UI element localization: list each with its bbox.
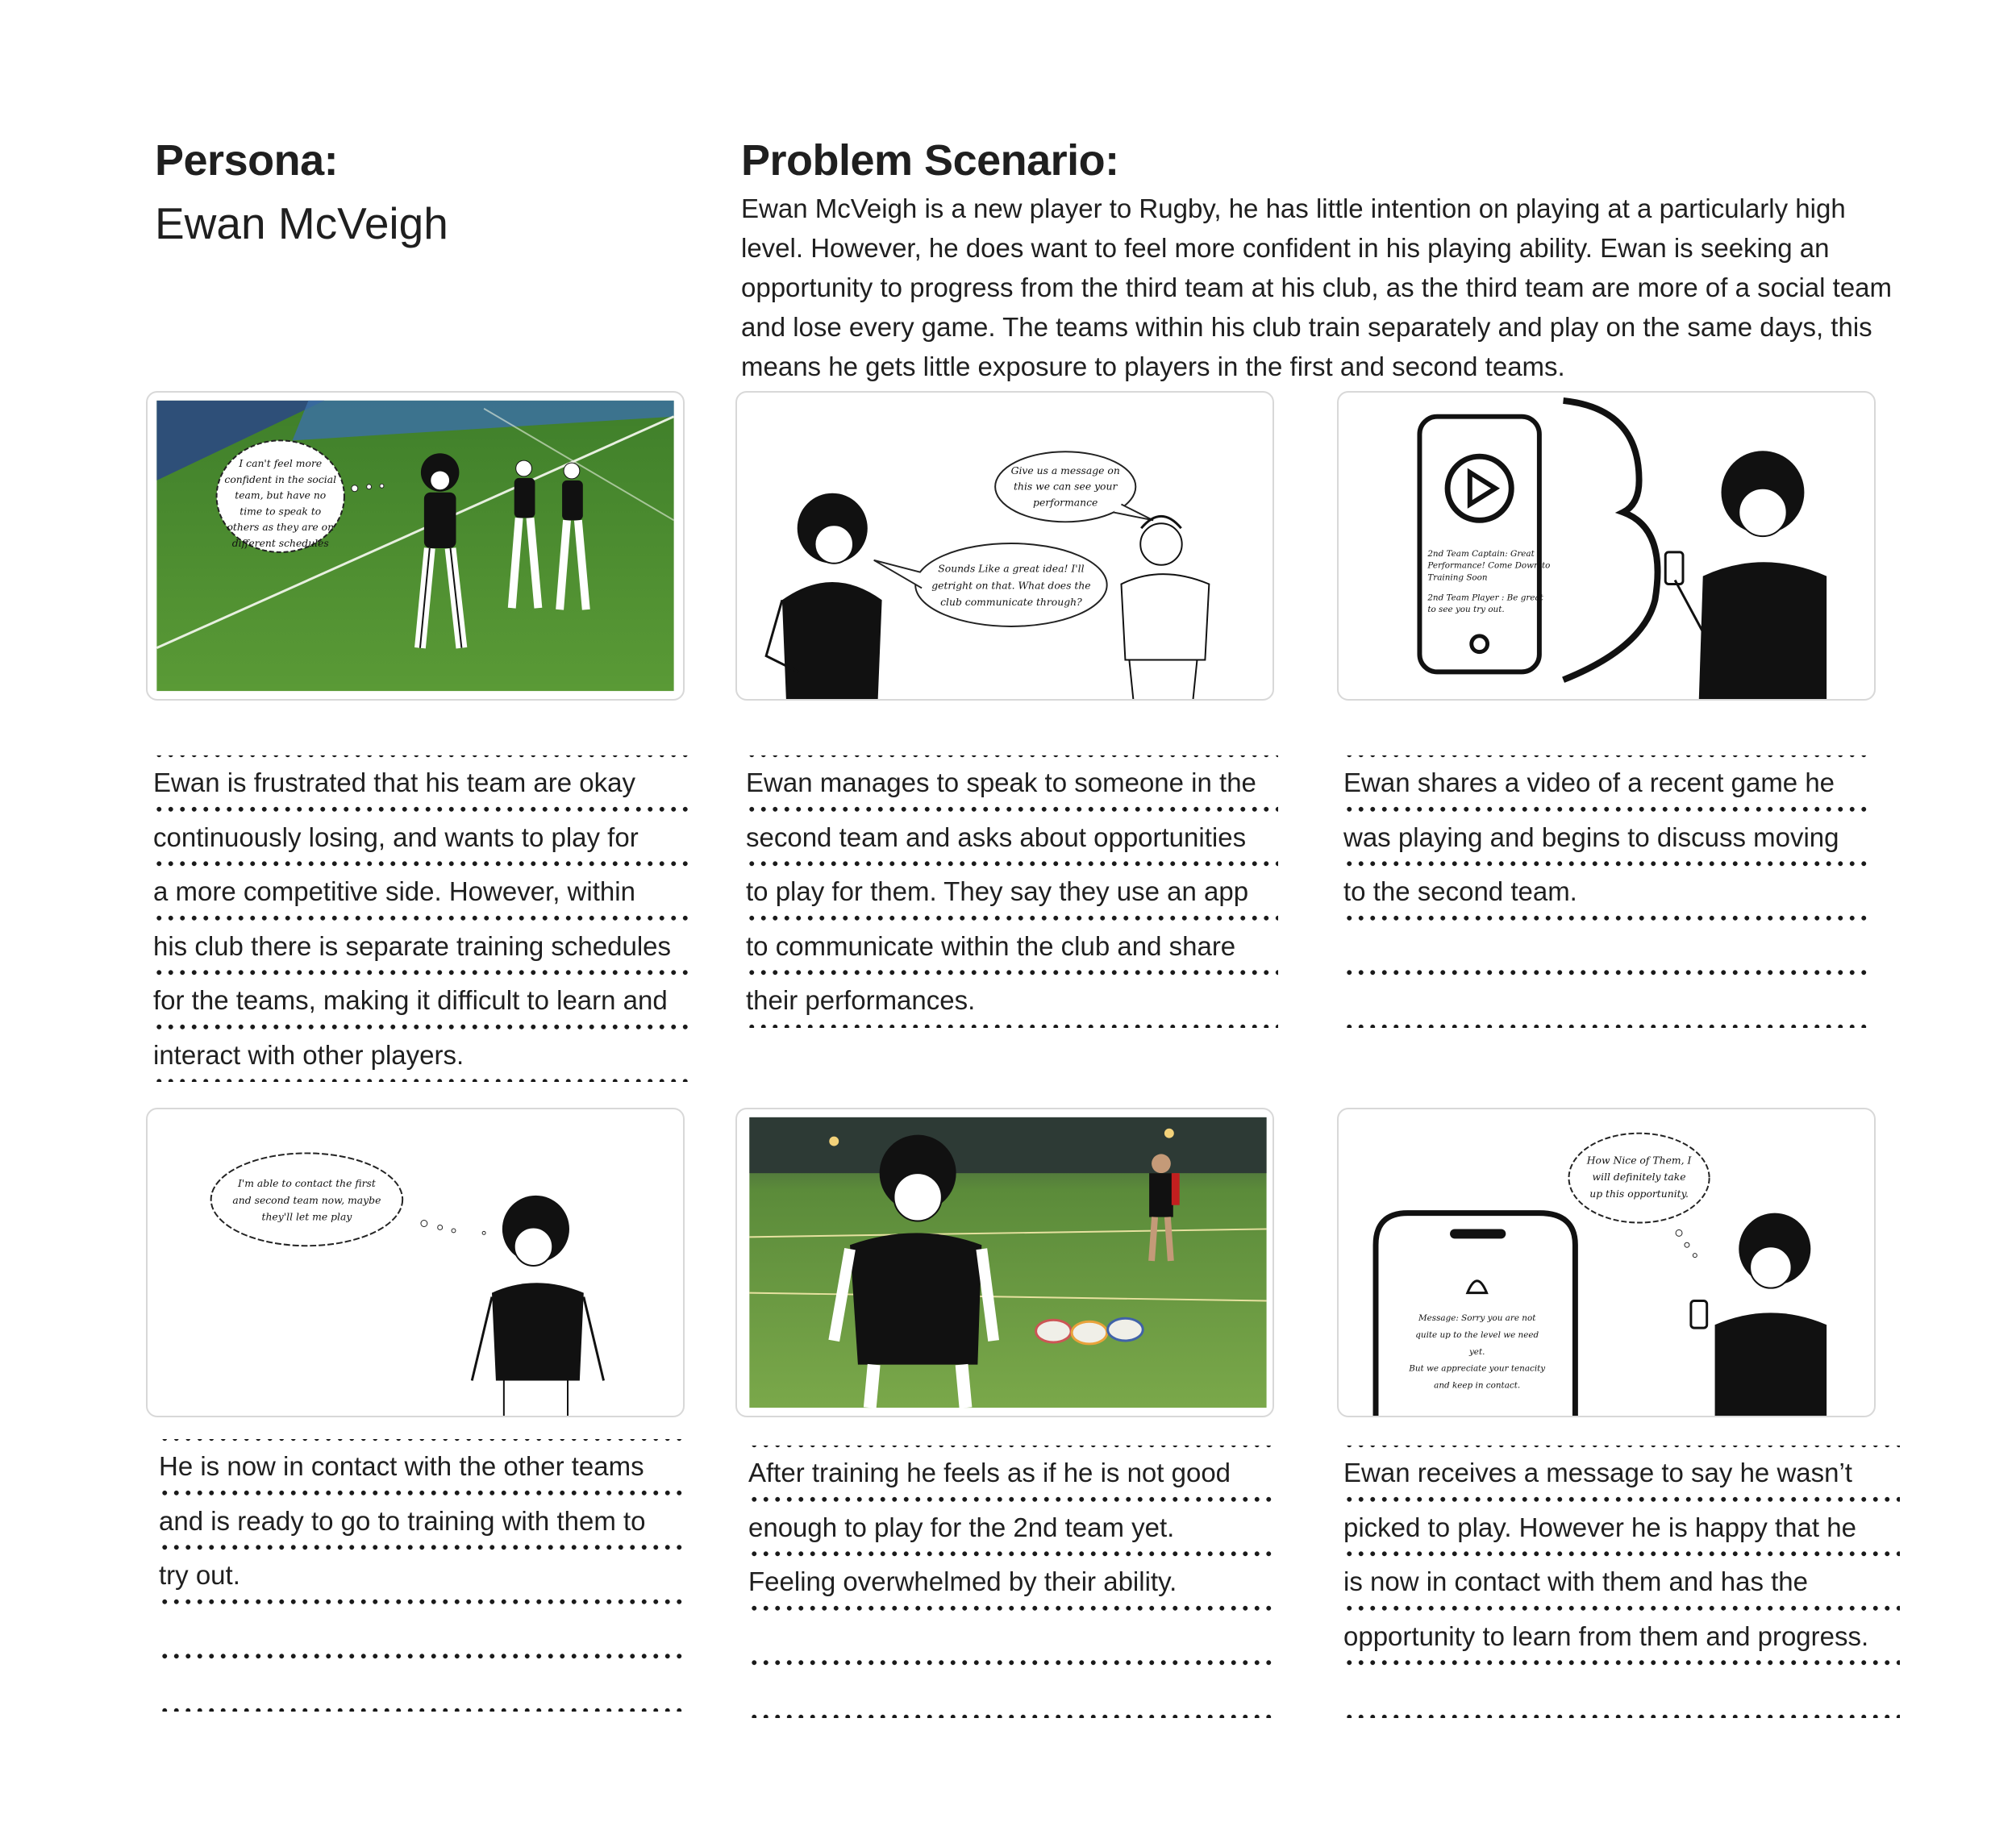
- storyboard-panel-2: [735, 391, 1274, 701]
- storyboard-panel-1: [146, 391, 685, 701]
- panel-6-thought-bubble: [1586, 1154, 1693, 1200]
- svg-text:Performance! Come Down to: Performance! Come Down to: [1427, 560, 1551, 571]
- svg-text:to see you try out.: to see you try out.: [1427, 605, 1505, 615]
- panel-2-illustration: [737, 393, 1272, 699]
- caption-panel-6: Ewan receives a message to say he wasn’t picked to play. However he is happy that he is now in contact with them and has the opportunity to learn from them and progress.: [1343, 1446, 1900, 1718]
- panel-6-illustration: [1339, 1109, 1874, 1416]
- svg-text:performance: performance: [1033, 497, 1098, 509]
- svg-text:But we appreciate your tenacit: But we appreciate your tenacity: [1409, 1363, 1546, 1374]
- svg-text:2nd Team Captain: Great: 2nd Team Captain: Great: [1427, 548, 1535, 559]
- persona-name: Ewan McVeigh: [155, 198, 448, 248]
- svg-text:different schedules: different schedules: [231, 537, 329, 549]
- svg-text:others as they are on: others as they are on: [227, 522, 335, 534]
- svg-text:time to speak to: time to speak to: [240, 505, 322, 518]
- panel-3-illustration: [1339, 393, 1874, 699]
- svg-text:confident in the social: confident in the social: [224, 473, 337, 485]
- svg-text:How Nice of Them, I: How Nice of Them, I: [1586, 1154, 1692, 1167]
- svg-text:club communicate through?: club communicate through?: [940, 597, 1082, 609]
- caption-panel-4: He is now in contact with the other teams and is ready to go to training with them to try out.: [159, 1439, 683, 1712]
- svg-text:will definitely take: will definitely take: [1592, 1171, 1686, 1184]
- teammate-figure: [1121, 516, 1209, 699]
- svg-text:Message: Sorry you are not: Message: Sorry you are not: [1418, 1313, 1536, 1324]
- caption-panel-5: After training he feels as if he is not good enough to play for the 2nd team yet. Feeling overwhelmed by their ability.: [748, 1446, 1272, 1718]
- problem-scenario-title: Problem Scenario:: [741, 136, 1119, 185]
- svg-text:this we can see your: this we can see your: [1014, 481, 1118, 493]
- storyboard-panel-3: [1337, 391, 1876, 701]
- panel-4-illustration: [148, 1109, 683, 1416]
- svg-text:yet.: yet.: [1468, 1346, 1485, 1357]
- caption-panel-1: Ewan is frustrated that his team are okay continuously losing, and wants to play for a more competitive side. However, within his club there is separate training schedules for the teams, making it difficult to learn and interact with other players.: [153, 755, 694, 1082]
- problem-scenario-text: Ewan McVeigh is a new player to Rugby, he has little intention on playing at a particularly high level. However, he does want to feel more confident in his playing ability. Ewan is seeking an opportunity to progress from the third team at his club, as the third team are more of a social team and lose every game. The teams within his club train separately and play on the same days, this means he gets little exposure to players in the first and second teams.: [741, 193, 1893, 381]
- storyboard-panel-5: [735, 1108, 1274, 1417]
- ewan-figure: [1665, 451, 1826, 699]
- panel-2-speech-bubble-bottom: [931, 564, 1090, 609]
- ewan-figure: [766, 493, 881, 699]
- caption-panel-2: Ewan manages to speak to someone in the second team and asks about opportunities to play for them. They say they use an app to communicate within the club and share their performances.: [746, 755, 1278, 1028]
- svg-text:team, but have no: team, but have no: [235, 489, 327, 501]
- svg-text:and second team now, maybe: and second team now, maybe: [232, 1194, 381, 1206]
- storyboard-panel-6: [1337, 1108, 1876, 1417]
- svg-text:Sounds Like a great idea! I'll: Sounds Like a great idea! I'll: [938, 563, 1085, 575]
- storyboard-panel-4: [146, 1108, 685, 1417]
- svg-text:getright on that. What does th: getright on that. What does the: [931, 580, 1091, 592]
- svg-text:Give us a message on: Give us a message on: [1010, 464, 1120, 476]
- svg-text:up this opportunity.: up this opportunity.: [1589, 1188, 1689, 1200]
- svg-text:and keep in contact.: and keep in contact.: [1434, 1380, 1521, 1391]
- svg-text:I can't feel more: I can't feel more: [239, 458, 323, 470]
- svg-text:2nd Team Player : Be great: 2nd Team Player : Be great: [1427, 593, 1543, 603]
- ewan-figure: [1691, 1213, 1826, 1416]
- panel-1-illustration: [148, 393, 683, 699]
- svg-text:I'm able to contact the first: I'm able to contact the first: [237, 1177, 376, 1189]
- ewan-figure: [472, 1196, 603, 1416]
- panel-5-illustration: [737, 1109, 1272, 1416]
- svg-text:they'll let me play: they'll let me play: [261, 1211, 352, 1223]
- persona-label: Persona:: [155, 136, 339, 185]
- svg-text:Training Soon: Training Soon: [1427, 572, 1488, 583]
- caption-panel-3: Ewan shares a video of a recent game he was playing and begins to discuss moving to the second team.: [1343, 755, 1868, 1028]
- svg-text:quite up to the level we need: quite up to the level we need: [1415, 1330, 1539, 1341]
